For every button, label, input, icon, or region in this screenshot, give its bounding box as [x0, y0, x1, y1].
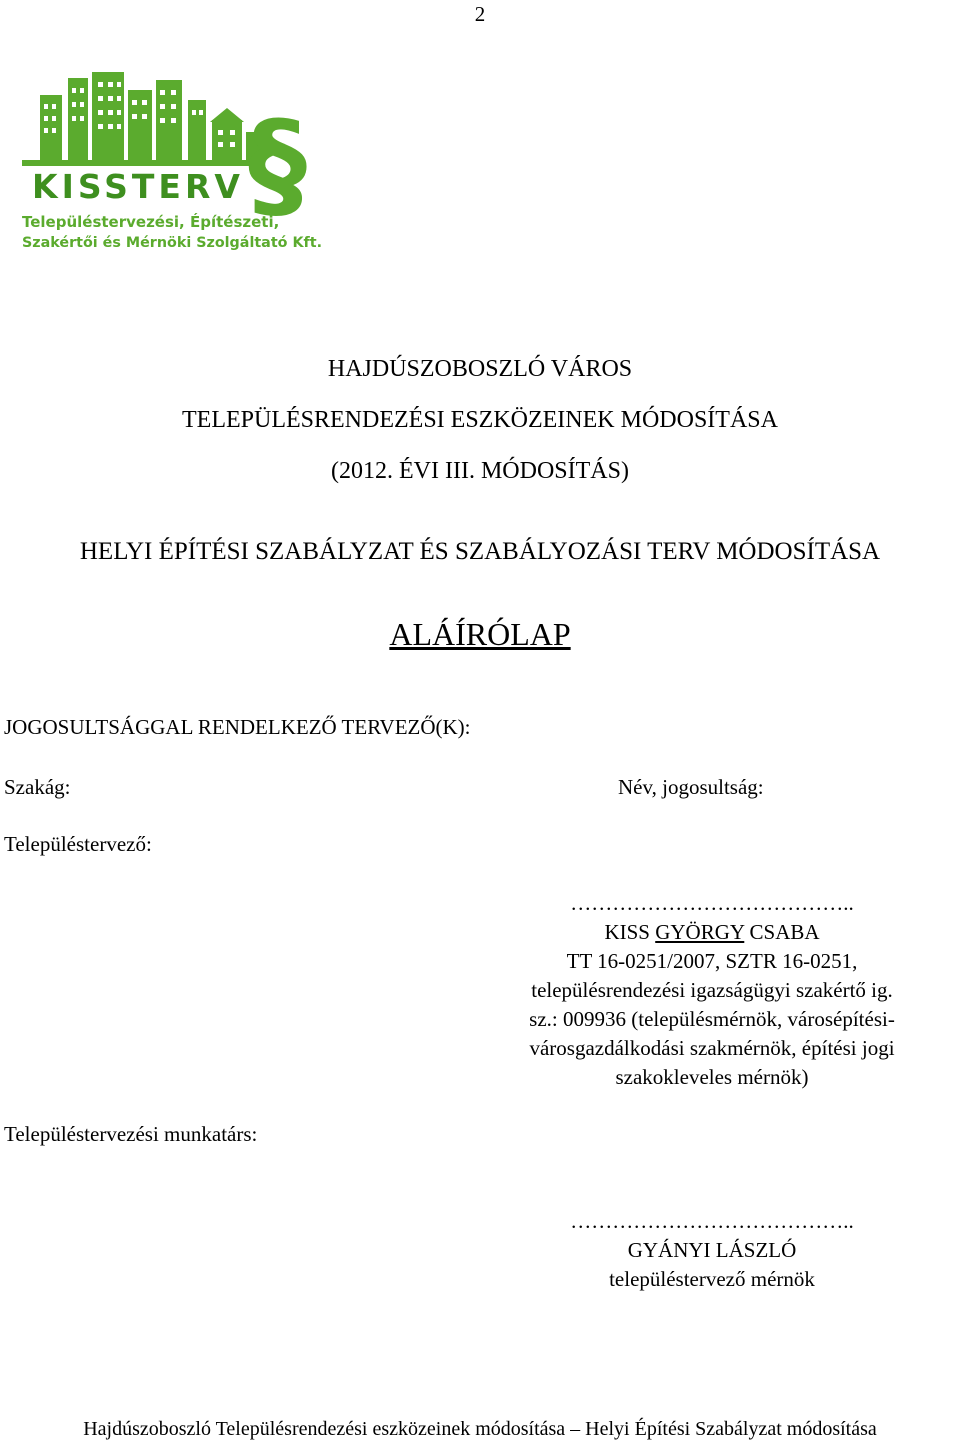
signer1-line2: TT 16-0251/2007, SZTR 16-0251, [566, 949, 858, 973]
title-subject: TELEPÜLÉSRENDEZÉSI ESZKÖZEINEK MÓDOSÍTÁSA [182, 407, 778, 433]
signer2-name: GYÁNYI LÁSZLÓ [627, 1238, 797, 1262]
signer1-line5: városgazdálkodási szakmérnök, építési jogi [529, 1036, 895, 1060]
section-label: JOGOSULTSÁGGAL RENDELKEZŐ TERVEZŐ(K): [4, 715, 471, 739]
signature-block-2 [470, 1207, 954, 1294]
signer1-line4: sz.: 009936 (településmérnök, városépítési- [529, 1007, 895, 1031]
signer1-line6: szakokleveles mérnök) [615, 1065, 809, 1089]
signature-line: ………………………………….. [570, 891, 854, 915]
main-heading: HELYI ÉPÍTÉSI SZABÁLYZAT ÉS SZABÁLYOZÁSI TERV MÓDOSÍTÁSA [79, 538, 881, 565]
company-logo [20, 70, 330, 255]
signer1-name: KISS GYÖRGY CSABA [604, 920, 820, 944]
page-number: 2 [474, 2, 486, 26]
sheet-title: ALÁÍRÓLAP [389, 616, 571, 652]
title-year: (2012. ÉVI III. MÓDOSÍTÁS) [331, 458, 629, 484]
page-footer: Hajdúszoboszló Településrendezési eszközeinek módosítása – Helyi Építési Szabályzat módosítása [83, 1418, 877, 1440]
signature-line: ………………………………….. [570, 1209, 854, 1233]
szakag-label: Szakág: [4, 775, 71, 799]
telepulestervezo-label: Településtervező: [4, 832, 152, 856]
nev-label: Név, jogosultság: [618, 775, 764, 799]
signature-block-1 [470, 889, 954, 1092]
munkatars-label: Településtervezési munkatárs: [4, 1122, 258, 1146]
logo-name: KISSTERV [32, 167, 244, 206]
signer2-title: településtervező mérnök [609, 1267, 815, 1291]
title-city: HAJDÚSZOBOSZLÓ VÁROS [327, 356, 633, 382]
logo-tagline-2: Szakértői és Mérnöki Szolgáltató Kft. [22, 235, 323, 251]
logo-tagline-1: Településtervezési, Építészeti, [22, 213, 280, 231]
signer1-line3: településrendezési igazságügyi szakértő ig. [531, 978, 893, 1002]
paragraph-sign-icon: § [248, 95, 307, 233]
